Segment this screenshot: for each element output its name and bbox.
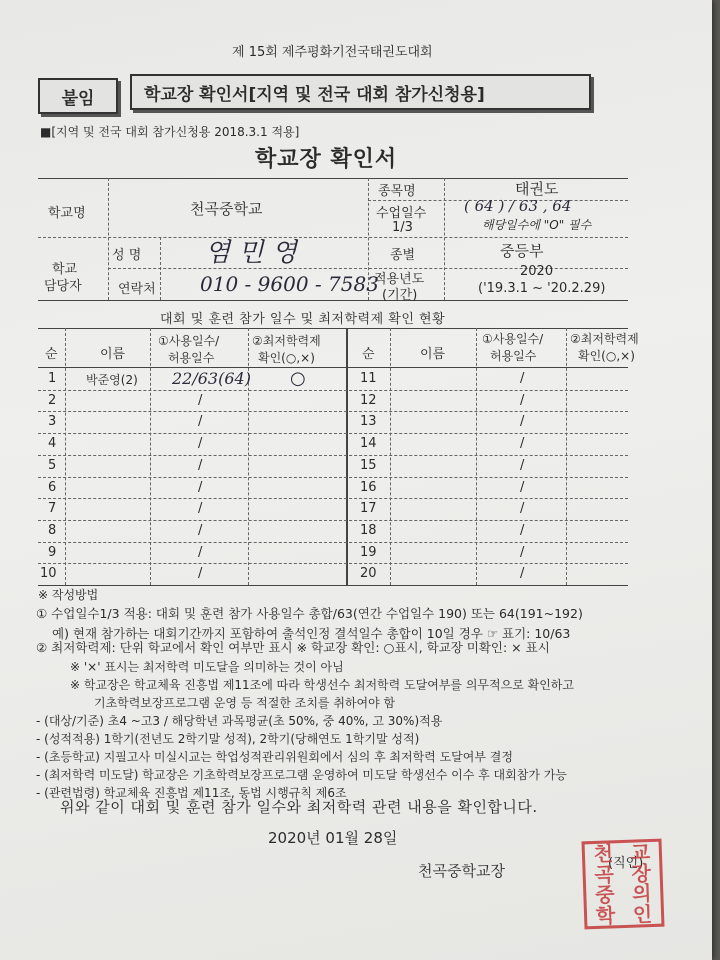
event-title: 제 15회 제주평화기전국태권도대회 — [232, 45, 433, 60]
row-days-right: / — [520, 566, 525, 582]
note-line: - (관련법령) 학교체육 진흥법 제11조, 동법 시행규칙 제6조 — [36, 786, 347, 800]
row-number: 5 — [48, 457, 57, 473]
row-number: 2 — [48, 392, 57, 408]
note-line: - (최저학력 미도달) 학교장은 기초학력보장프로그램 운영하여 미도달 학생선수 이수 후 대회참가 가능 — [36, 768, 567, 782]
row-days: / — [198, 479, 203, 495]
col-header-check-sub-right: 확인(○,×) — [578, 349, 635, 363]
col-header-days-right: ①사용일수/ — [482, 332, 544, 346]
row-days-right: / — [520, 392, 525, 408]
school-days-ratio: 1/3 — [392, 220, 413, 235]
note-line: ※ 작성방법 — [38, 588, 99, 602]
officer-label-1: 학교 — [52, 262, 78, 277]
school-days-value: ( 64 ) / 63 , 64 — [464, 197, 572, 215]
col-header-no-right: 순 — [362, 347, 375, 362]
period-value: ('19.3.1 ~ '20.2.29) — [478, 281, 606, 296]
row-number: 3 — [48, 414, 57, 430]
row-number-right: 11 — [360, 371, 377, 386]
row-days: / — [198, 392, 203, 408]
row-number: 7 — [48, 501, 57, 517]
category-value: 중등부 — [500, 242, 544, 260]
year-label: 적용년도 — [374, 272, 425, 287]
row-days-right: / — [520, 436, 525, 452]
note-line: - (대상/기준) 초4 ~고3 / 해당학년 과목평균(초 50%, 중 40%, 고 30%)적용 — [36, 714, 443, 728]
row-days: / — [198, 566, 203, 582]
seal-label: (직인) — [608, 856, 644, 871]
year-value: 2020 — [520, 264, 554, 279]
row-number-right: 16 — [360, 479, 377, 495]
confirm-text: 위와 같이 대회 및 훈련 참가 일수와 최저학력 관련 내용을 확인합니다. — [60, 798, 538, 816]
col-header-check: ②최저학력제 — [252, 334, 321, 348]
officer-label-2: 담당자 — [44, 279, 82, 294]
row-number: 10 — [40, 566, 57, 582]
row-days: / — [198, 436, 203, 452]
row-number-right: 17 — [360, 501, 377, 517]
officer-name: 염 민 영 — [205, 238, 297, 268]
contact-value: 010 - 9600 - 7583 — [200, 272, 379, 296]
category-label: 종별 — [390, 248, 416, 263]
row-number: 6 — [48, 479, 57, 495]
row-days-right: / — [520, 522, 525, 538]
row-number-right: 14 — [360, 436, 377, 452]
row-number: 4 — [48, 436, 57, 452]
row-days: / — [198, 501, 203, 517]
row-number: 1 — [48, 371, 57, 386]
row-number-right: 12 — [360, 392, 377, 408]
row-check: ○ — [290, 368, 306, 389]
row-days-right: / — [520, 371, 525, 386]
col-header-days: ①사용일수/ — [158, 334, 220, 348]
note-line: - (초등학교) 지필고사 미실시교는 학업성적관리위원회에서 심의 후 최저학력 도달여부 결정 — [36, 750, 513, 764]
row-days: / — [198, 544, 203, 560]
row-number-right: 19 — [360, 544, 377, 560]
note-line: ① 수업일수1/3 적용: 대회 및 훈련 참가 사용일수 총합/63(연간 수업일수 190) 또는 64(191~192) — [36, 606, 583, 621]
row-days: / — [198, 457, 203, 473]
row-days: / — [198, 522, 203, 538]
contact-label: 연락처 — [118, 282, 156, 297]
note-line: 기초학력보장프로그램 운영 등 적절한 조치를 취하여야 함 — [94, 696, 396, 710]
col-header-name: 이름 — [100, 347, 126, 362]
row-days-right: / — [520, 414, 525, 430]
note-line: ※ 학교장은 학교체육 진흥법 제11조에 따라 학생선수 최저학력 도달여부를 의무적으로 확인하고 — [70, 678, 574, 692]
period-label: (기간) — [382, 288, 418, 303]
row-number-right: 20 — [360, 566, 377, 582]
row-number-right: 13 — [360, 414, 377, 430]
row-number-right: 18 — [360, 522, 377, 538]
col-header-check-right: ②최저학력제 — [570, 332, 639, 346]
school-days-hint: 해당일수에 "O" 필수 — [482, 218, 592, 232]
note-line: 예) 현재 참가하는 대회기간까지 포함하여 출석인정 결석일수 총합이 10일 경우 ☞ 표기: 10/63 — [52, 626, 571, 641]
document-title: 학교장 확인서 — [255, 147, 398, 172]
table-title: 대회 및 훈련 참가 일수 및 최저학력제 확인 현황 — [160, 312, 446, 327]
col-header-name-right: 이름 — [420, 347, 446, 362]
note-line: ※ '×' 표시는 최저학력 미도달을 의미하는 것이 아님 — [70, 660, 344, 674]
row-name: 박준영(2) — [86, 373, 138, 387]
attachment-label: 붙임 — [38, 78, 118, 114]
date-text: 2020년 01월 28일 — [268, 829, 398, 847]
school-name-label: 학교명 — [48, 206, 86, 221]
row-number-right: 15 — [360, 457, 377, 473]
row-days-right: / — [520, 544, 525, 560]
row-days: / — [198, 414, 203, 430]
row-number: 9 — [48, 544, 57, 560]
school-days-label: 수업일수 — [376, 206, 427, 221]
row-days: 22/63(64) — [172, 369, 251, 388]
note-line: - (성적적용) 1학기(전년도 2학기말 성적), 2학기(당해연도 1학기말 성적) — [36, 732, 420, 746]
row-days-right: / — [520, 501, 525, 517]
col-header-no: 순 — [45, 347, 58, 362]
row-days-right: / — [520, 457, 525, 473]
col-header-days-sub: 허용일수 — [168, 351, 215, 365]
row-number: 8 — [48, 522, 57, 538]
principal-name: 천곡중학교장 — [418, 862, 505, 880]
school-name-value: 천곡중학교 — [190, 200, 263, 218]
official-seal: 천 교 곡 장 중 의 학 인 — [581, 839, 664, 930]
sport-label: 종목명 — [378, 184, 416, 199]
header-title: 학교장 확인서[지역 및 전국 대회 참가신청용] — [130, 74, 591, 110]
note-line: ② 최저학력제: 단위 학교에서 확인 여부만 표시 ※ 학교장 확인: ○표시, 학교장 미확인: × 표시 — [36, 640, 550, 655]
sport-value: 태권도 — [515, 180, 559, 198]
name-label: 성 명 — [112, 248, 142, 263]
row-days-right: / — [520, 479, 525, 495]
applicable-note: ■[지역 및 전국 대회 참가신청용 2018.3.1 적용] — [40, 125, 300, 139]
col-header-check-sub: 확인(○,×) — [258, 351, 315, 365]
col-header-days-sub-right: 허용일수 — [490, 349, 537, 363]
